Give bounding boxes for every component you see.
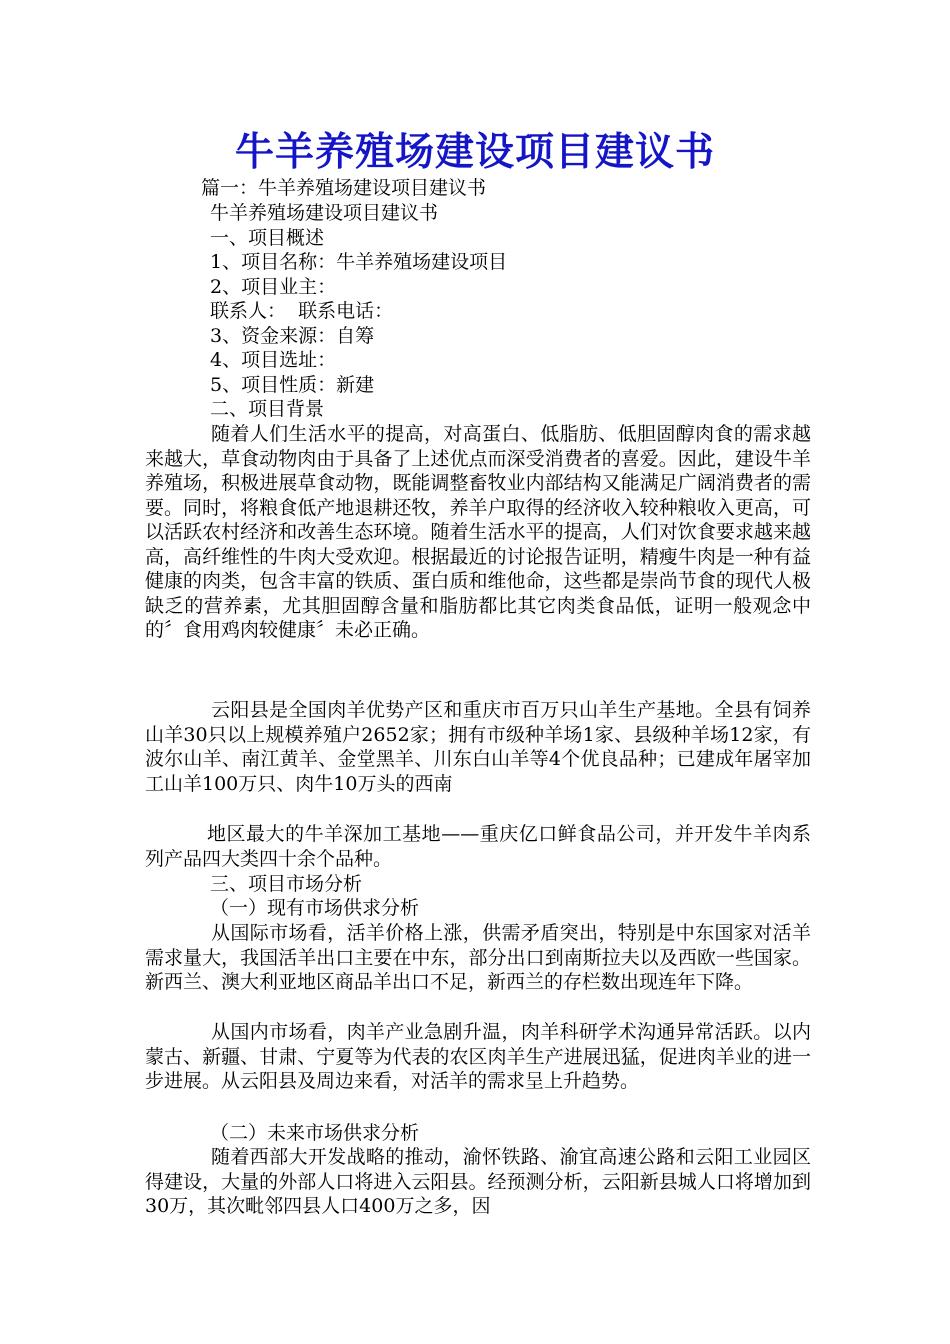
paragraph-background: 随着人们生活水平的提高，对高蛋白、低脂肪、低胆固醇肉食的需求越来越大，草食动物肉由于具备了上述优点而深受消费者的喜爱。因此，建设牛羊养殖场，积极进展草食动物，既能调整畜牧业内部结构又能满足广阔消费者的需要。同时，将粮食低产地退耕还牧，养羊户取得的经济收入较种粮收入更高，可以活跃农村经济和改善生态环境。随着生活水平的提高，人们对饮食要求越来越高，高纤维性的牛肉大受欢迎。根据最近的讨论报告证明，精瘦牛肉是一种有益健康的肉类，包含丰富的铁质、蛋白质和维他命，这些都是崇尚节食的现代人极缺乏的营养素，尤其胆固醇含量和脂肪都比其它肉类食品低，证明一般观念中的〞食用鸡肉较健康〞未必正确。: [145, 423, 811, 641]
project-owner-line: 2、项目业主：: [210, 276, 337, 298]
paragraph-international-market: 从国际市场看，活羊价格上涨，供需矛盾突出，特别是中东国家对活羊需求量大，我国活羊出口主要在中东，部分出口到南斯拉夫以及西欧一些国家。新西兰、澳大利亚地区商品羊出口不足，新西兰的存栏数出现连年下降。: [145, 922, 811, 993]
paragraph-domestic-market: 从国内市场看，肉羊产业急剧升温，肉羊科研学术沟通异常活跃。以内蒙古、新疆、甘肃、宁夏等为代表的农区肉羊生产进展迅猛，促进肉羊业的进一步进展。从云阳县及周边来看，对活羊的需求呈上升趋势。: [145, 1021, 811, 1092]
paragraph-yunyang: 云阳县是全国肉羊优势产区和重庆市百万只山羊生产基地。全县有饲养山羊30只以上规模养殖户2652家；拥有市级种羊场1家、县级种羊场12家，有波尔山羊、南江黄羊、金堂黑羊、川东白山羊等4个优良品种；已建成年屠宰加工山羊100万只、肉牛10万头的西南: [145, 699, 811, 795]
subsection-heading-current: （一）现有市场供求分析: [210, 897, 420, 919]
funding-line: 3、资金来源：自筹: [210, 325, 375, 347]
section-heading-market: 三、项目市场分析: [210, 873, 363, 895]
nature-line: 5、项目性质：新建: [210, 374, 375, 396]
paragraph-future-market: 随着西部大开发战略的推动，渝怀铁路、渝宜高速公路和云阳工业园区得建设，大量的外部人口将进入云阳县。经预测分析，云阳新县城人口将增加到30万，其次毗邻四县人口400万之多，因: [145, 1146, 811, 1217]
document-title: 牛羊养殖场建设项目建议书: [234, 129, 715, 175]
site-line: 4、项目选址：: [210, 349, 337, 371]
project-name-line: 1、项目名称：牛羊养殖场建设项目: [210, 251, 508, 273]
subtitle-line: 牛羊养殖场建设项目建议书: [210, 202, 439, 224]
section-heading-overview: 一、项目概述: [210, 227, 325, 249]
contact-line: 联系人： 联系电话：: [210, 300, 394, 322]
paragraph-processing-base: 地区最大的牛羊深加工基地——重庆亿口鲜食品公司，并开发牛羊肉系列产品四大类四十余个品种。: [145, 823, 811, 870]
section-heading-background: 二、项目背景: [210, 398, 325, 420]
section-heading-chapter: 篇一：牛羊养殖场建设项目建议书: [201, 177, 487, 199]
subsection-heading-future: （二）未来市场供求分析: [210, 1122, 420, 1144]
